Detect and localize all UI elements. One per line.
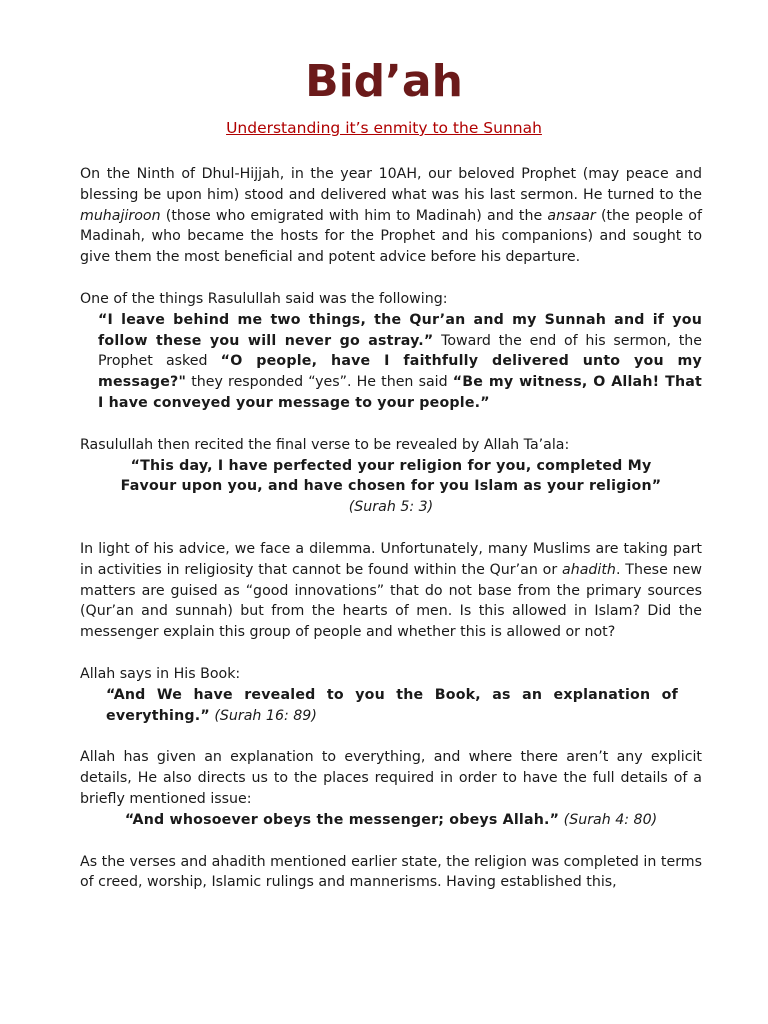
paragraph-gap	[80, 414, 702, 435]
text-run: (those who emigrated with him to Madinah) and the	[160, 207, 548, 224]
paragraph-explanation: Allah has given an explanation to everything, and where there aren’t any explicit details, He also directs us to the places required in order to have the full details of a briefly mentioned issue:	[80, 749, 702, 807]
document-body	[80, 164, 702, 893]
sermon-quote: “I leave behind me two things, the Qur’an and my Sunnah and if you follow these you will never go astray.”	[98, 311, 702, 349]
verse-citation: (Surah 16: 89)	[209, 707, 317, 724]
verse-quote-block	[80, 810, 702, 831]
sermon-witness-quote: “Be my witness, O Allah! That I have conveyed your message to your people.”	[98, 374, 703, 411]
text-run: they responded “yes”. He then said	[186, 374, 453, 391]
paragraph-intro	[80, 164, 702, 268]
paragraph-dilemma	[80, 539, 702, 643]
paragraph-book-intro: Allah says in His Book:	[80, 665, 241, 682]
paragraph-gap	[80, 268, 702, 289]
verse-line: Favour upon you, and have chosen for you Islam as your religion”	[120, 478, 662, 495]
paragraph-gap	[80, 831, 702, 852]
paragraph-gap	[80, 643, 702, 664]
sermon-question: “O people, have I faithfully delivered unto you my message?"	[98, 353, 702, 391]
paragraph-gap	[80, 518, 702, 539]
text-run: Toward the end of his sermon, the Prophet asked	[98, 332, 703, 370]
text-run: In light of his advice, we face a dilemma. Unfortunately, many Muslims are taking part in activities in religiosity that cannot be found within the Qur’an or	[80, 540, 702, 578]
text-run: . These new matters are guised as “good innovations” that do not base from the primary sources (Qur’an and sunnah) but from the hearts of men. Is this allowed in Islam? Did the messenger explain this group of people and whether this is allowed or not?	[80, 561, 702, 641]
term-ahadith: ahadith	[562, 561, 616, 578]
paragraph-gap	[80, 726, 702, 747]
paragraph-verse-intro: Rasulullah then recited the final verse to be revealed by Allah Ta’ala:	[80, 436, 570, 453]
text-run: (the people of Madinah, who became the hosts for the Prophet and his companions) and sought to give them the most beneficial and potent advice before his departure.	[80, 207, 702, 266]
document-subtitle: Understanding it’s enmity to the Sunnah	[226, 119, 542, 137]
verse-quote: “And whosoever obeys the messenger; obeys Allah.”	[124, 811, 560, 828]
sermon-quote-block	[98, 310, 702, 414]
verse-citation: (Surah 4: 80)	[559, 811, 658, 828]
text-run: On the Ninth of Dhul-Hijjah, in the year 10AH, our beloved Prophet (may peace and blessing be upon him) stood and delivered what was his last sermon. He turned to the	[80, 166, 702, 203]
paragraph-sermon-intro: One of the things Rasulullah said was the following:	[80, 290, 448, 307]
paragraph-conclusion: As the verses and ahadith mentioned earlier state, the religion was completed in terms of creed, worship, Islamic rulings and mannerisms. Having established this,	[80, 853, 702, 891]
term-muhajiroon: muhajiroon	[80, 207, 161, 224]
document-title: Bid’ah	[305, 56, 463, 107]
verse-quote: “And We have revealed to you the Book, as an explanation of everything.”	[106, 686, 678, 724]
verse-citation: (Surah 5: 3)	[348, 499, 434, 516]
verse-quote-block	[106, 685, 678, 727]
verse-line: “This day, I have perfected your religion for you, completed My	[130, 457, 652, 474]
term-ansaar: ansaar	[547, 207, 596, 224]
